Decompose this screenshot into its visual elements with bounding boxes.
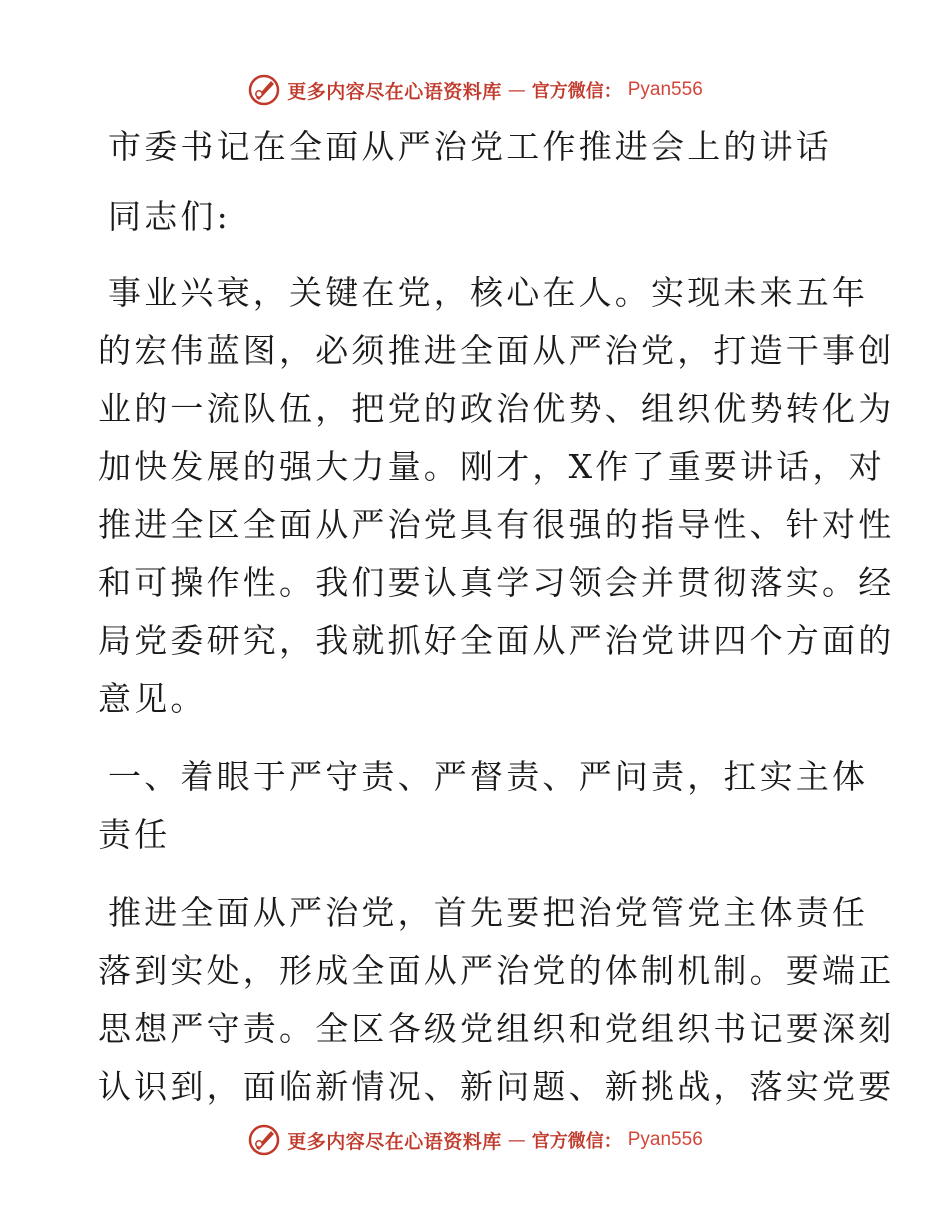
watermark-site-text: 更多内容尽在心语资料库 [287, 1130, 502, 1153]
paragraph-line: 认识到，面临新情况、新问题、新挑战，落实党要 [98, 1067, 895, 1106]
paragraph-line: 和可操作性。我们要认真学习领会并贯彻落实。经 [98, 563, 895, 602]
header-watermark [0, 70, 950, 110]
heading-line: 一、着眼于严守责、严督责、严问责，扛实主体 [108, 757, 869, 796]
heading-line: 责任 [98, 815, 171, 854]
watermark-account: Pyan556 [627, 79, 703, 100]
quill-pen-logo-icon [247, 73, 281, 107]
paragraph-line: 的宏伟蓝图，必须推进全面从严治党，打造干事创 [98, 331, 895, 370]
paragraph-line: 推进全面从严治党，首先要把治党管党主体责任 [108, 893, 869, 932]
watermark-label: 官方微信： [531, 1131, 622, 1152]
paragraph-1 [98, 264, 895, 728]
quill-pen-logo-icon [247, 1123, 281, 1157]
paragraph-line: 思想严守责。全区各级党组织和党组织书记要深刻 [98, 1009, 895, 1048]
watermark-separator: — [507, 79, 526, 101]
paragraph-2 [98, 884, 895, 1116]
section-heading-1 [98, 748, 869, 864]
paragraph-line: 加快发展的强大力量。刚才，X作了重要讲话，对 [98, 447, 885, 486]
paragraph-line: 业的一流队伍，把党的政治优势、组织优势转化为 [98, 389, 895, 428]
paragraph-line: 推进全区全面从严治党具有很强的指导性、针对性 [98, 505, 895, 544]
paragraph-line: 事业兴衰，关键在党，核心在人。实现未来五年 [108, 273, 869, 312]
watermark-label: 官方微信： [531, 81, 622, 102]
salutation: 同志们: [108, 197, 231, 236]
paragraph-line: 落到实处，形成全面从严治党的体制机制。要端正 [98, 951, 895, 990]
watermark-separator: — [507, 1129, 526, 1151]
footer-watermark [0, 1120, 950, 1160]
watermark-account: Pyan556 [627, 1129, 703, 1150]
document-body [98, 122, 895, 1116]
paragraph-line: 局党委研究，我就抓好全面从严治党讲四个方面的 [98, 621, 895, 660]
document-title: 市委书记在全面从严治党工作推进会上的讲话 [108, 127, 832, 166]
watermark-site-text: 更多内容尽在心语资料库 [287, 80, 502, 103]
paragraph-line: 意见。 [98, 679, 207, 718]
